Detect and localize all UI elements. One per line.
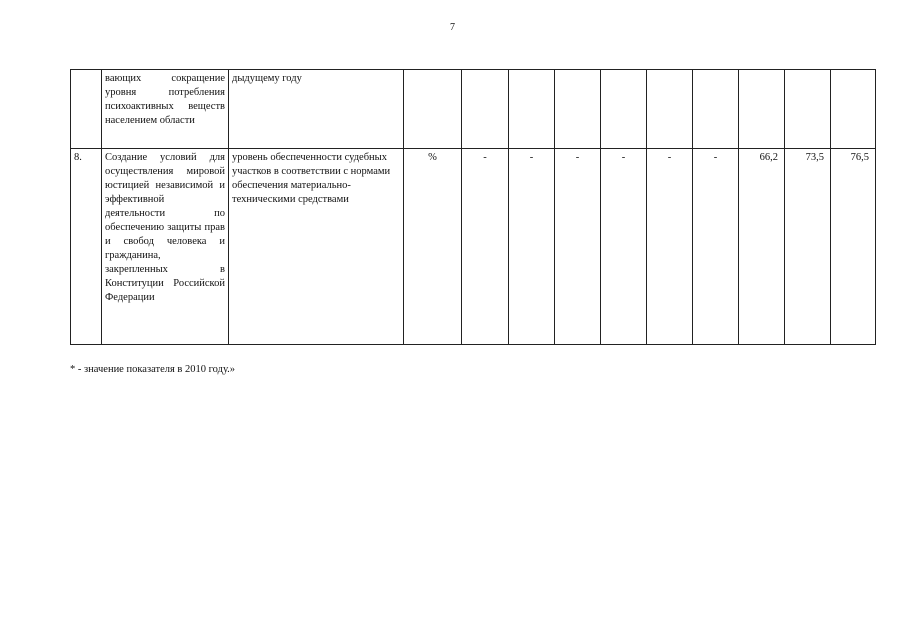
value-cell: - xyxy=(509,149,555,345)
value-cell xyxy=(693,70,739,149)
value-cell xyxy=(555,70,601,149)
table-row xyxy=(71,70,876,149)
value-cell: 73,5 xyxy=(785,149,831,345)
unit-cell xyxy=(404,70,462,149)
value-cell: - xyxy=(601,149,647,345)
value-cell: - xyxy=(462,149,509,345)
row-number: 8. xyxy=(71,149,102,345)
value-cell xyxy=(601,70,647,149)
row-number xyxy=(71,70,102,149)
value-cell xyxy=(509,70,555,149)
goal-cell: Создание условий для осуществления мировой юстицией независимой и эффективной деятельности по обеспечению защиты прав и свобод человека и гражданина, закрепленных в Конституции Российской Федерации xyxy=(102,149,229,345)
indicator-cell: уровень обеспеченности судебных участков в соответствии с нормами обеспечения материально-техническими средствами xyxy=(229,149,404,345)
indicators-table xyxy=(70,69,876,345)
value-cell xyxy=(739,70,785,149)
value-cell xyxy=(462,70,509,149)
indicator-cell: дыдущему году xyxy=(229,70,404,149)
unit-cell: % xyxy=(404,149,462,345)
value-cell: 66,2 xyxy=(739,149,785,345)
value-cell: - xyxy=(555,149,601,345)
value-cell: 76,5 xyxy=(831,149,876,345)
value-cell: - xyxy=(647,149,693,345)
table-row xyxy=(71,149,876,345)
value-cell xyxy=(647,70,693,149)
value-cell: - xyxy=(693,149,739,345)
goal-cell: вающих сокращение уровня потребления психоактивных веществ населением области xyxy=(102,70,229,149)
page-number: 7 xyxy=(450,22,455,33)
value-cell xyxy=(831,70,876,149)
footnote: * - значение показателя в 2010 году.» xyxy=(70,364,236,375)
value-cell xyxy=(785,70,831,149)
